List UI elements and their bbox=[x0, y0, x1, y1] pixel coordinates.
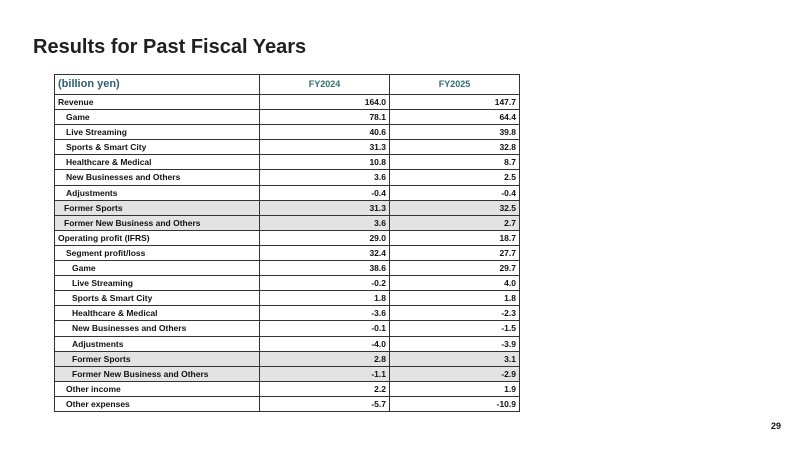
fy2025-value: -2.9 bbox=[390, 366, 520, 381]
fy2024-value: 3.6 bbox=[260, 170, 390, 185]
fy2024-value: 1.8 bbox=[260, 291, 390, 306]
row-label: Game bbox=[55, 261, 260, 276]
fy2024-value: -0.1 bbox=[260, 321, 390, 336]
fy2025-value: 2.7 bbox=[390, 215, 520, 230]
table-row bbox=[55, 140, 520, 155]
fy2025-value: 4.0 bbox=[390, 276, 520, 291]
table-row bbox=[55, 95, 520, 110]
unit-label: (billion yen) bbox=[55, 75, 260, 95]
fy2025-value: -2.3 bbox=[390, 306, 520, 321]
fy2024-value: 164.0 bbox=[260, 95, 390, 110]
row-label: New Businesses and Others bbox=[55, 321, 260, 336]
table-row bbox=[55, 170, 520, 185]
table-row bbox=[55, 110, 520, 125]
fy2024-value: -0.2 bbox=[260, 276, 390, 291]
fy2025-value: 2.5 bbox=[390, 170, 520, 185]
table-row bbox=[55, 351, 520, 366]
table-row bbox=[55, 396, 520, 411]
results-table bbox=[54, 74, 520, 412]
fy2024-value: -1.1 bbox=[260, 366, 390, 381]
fy2025-value: 29.7 bbox=[390, 261, 520, 276]
row-label: Segment profit/loss bbox=[55, 245, 260, 260]
fy2024-value: 10.8 bbox=[260, 155, 390, 170]
fy2025-value: 1.9 bbox=[390, 381, 520, 396]
row-label: Former New Business and Others bbox=[55, 366, 260, 381]
table-row bbox=[55, 321, 520, 336]
table-row bbox=[55, 200, 520, 215]
row-label: Live Streaming bbox=[55, 276, 260, 291]
fy2025-value: 147.7 bbox=[390, 95, 520, 110]
table-row bbox=[55, 336, 520, 351]
page-title: Results for Past Fiscal Years bbox=[33, 36, 307, 58]
table-row bbox=[55, 381, 520, 396]
fy2024-value: 2.8 bbox=[260, 351, 390, 366]
row-label: Revenue bbox=[55, 95, 260, 110]
table-row bbox=[55, 261, 520, 276]
row-label: Other income bbox=[55, 381, 260, 396]
table-row bbox=[55, 245, 520, 260]
column-header-fy2024: FY2024 bbox=[260, 75, 390, 95]
fy2024-value: -3.6 bbox=[260, 306, 390, 321]
fy2025-value: 32.5 bbox=[390, 200, 520, 215]
fy2025-value: -3.9 bbox=[390, 336, 520, 351]
fy2025-value: 32.8 bbox=[390, 140, 520, 155]
fy2024-value: 31.3 bbox=[260, 200, 390, 215]
fy2025-value: 27.7 bbox=[390, 245, 520, 260]
fy2025-value: 3.1 bbox=[390, 351, 520, 366]
fy2024-value: 38.6 bbox=[260, 261, 390, 276]
fy2025-value: -1.5 bbox=[390, 321, 520, 336]
row-label: Former New Business and Others bbox=[55, 215, 260, 230]
table-row bbox=[55, 306, 520, 321]
table-row bbox=[55, 230, 520, 245]
fy2025-value: 18.7 bbox=[390, 230, 520, 245]
row-label: Former Sports bbox=[55, 200, 260, 215]
row-label: Former Sports bbox=[55, 351, 260, 366]
row-label: Healthcare & Medical bbox=[55, 306, 260, 321]
table-row bbox=[55, 291, 520, 306]
fy2024-value: 29.0 bbox=[260, 230, 390, 245]
fy2024-value: 2.2 bbox=[260, 381, 390, 396]
table-row bbox=[55, 215, 520, 230]
fy2025-value: -10.9 bbox=[390, 396, 520, 411]
row-label: New Businesses and Others bbox=[55, 170, 260, 185]
fy2024-value: 32.4 bbox=[260, 245, 390, 260]
row-label: Sports & Smart City bbox=[55, 291, 260, 306]
fy2024-value: -4.0 bbox=[260, 336, 390, 351]
fy2024-value: 40.6 bbox=[260, 125, 390, 140]
row-label: Adjustments bbox=[55, 185, 260, 200]
table-header-row bbox=[55, 75, 520, 95]
row-label: Healthcare & Medical bbox=[55, 155, 260, 170]
fy2024-value: 31.3 bbox=[260, 140, 390, 155]
fy2024-value: 78.1 bbox=[260, 110, 390, 125]
fy2024-value: 3.6 bbox=[260, 215, 390, 230]
column-header-fy2025: FY2025 bbox=[390, 75, 520, 95]
table-body bbox=[55, 95, 520, 412]
fy2025-value: 1.8 bbox=[390, 291, 520, 306]
fy2024-value: -0.4 bbox=[260, 185, 390, 200]
fy2025-value: 39.8 bbox=[390, 125, 520, 140]
fy2025-value: 64.4 bbox=[390, 110, 520, 125]
table-row bbox=[55, 155, 520, 170]
row-label: Other expenses bbox=[55, 396, 260, 411]
row-label: Operating profit (IFRS) bbox=[55, 230, 260, 245]
fy2024-value: -5.7 bbox=[260, 396, 390, 411]
row-label: Live Streaming bbox=[55, 125, 260, 140]
page-number: 29 bbox=[770, 421, 781, 431]
row-label: Adjustments bbox=[55, 336, 260, 351]
row-label: Sports & Smart City bbox=[55, 140, 260, 155]
table-row bbox=[55, 185, 520, 200]
fy2025-value: -0.4 bbox=[390, 185, 520, 200]
table-row bbox=[55, 276, 520, 291]
fy2025-value: 8.7 bbox=[390, 155, 520, 170]
table-row bbox=[55, 366, 520, 381]
table-row bbox=[55, 125, 520, 140]
row-label: Game bbox=[55, 110, 260, 125]
